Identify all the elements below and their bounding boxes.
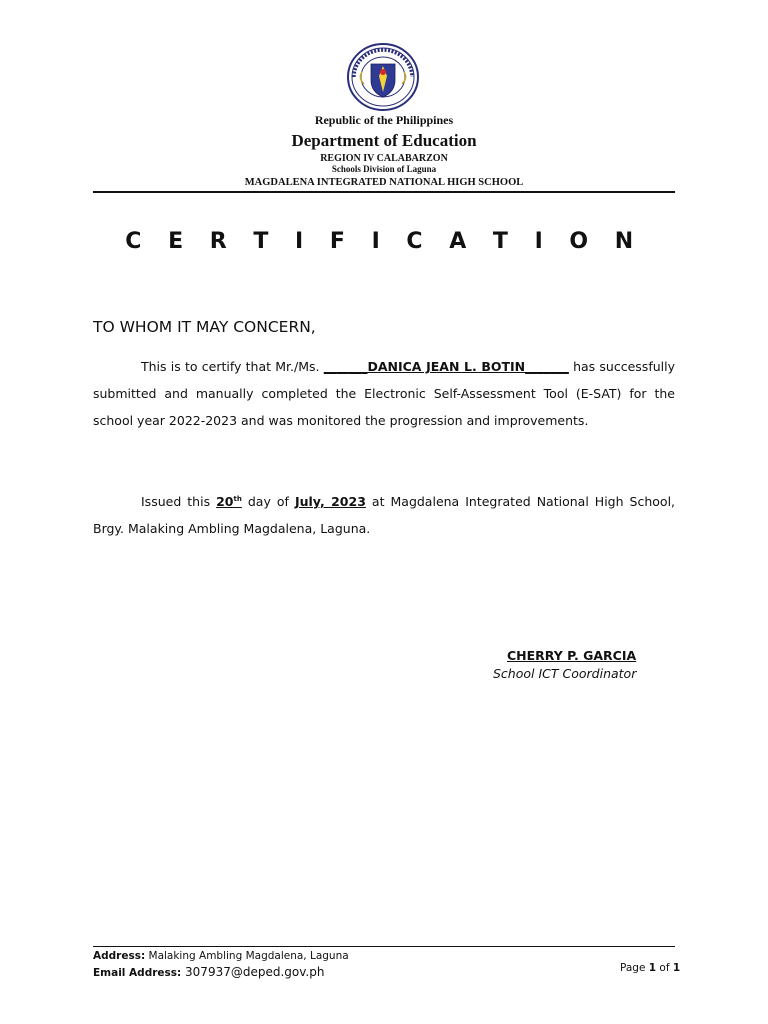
header-divider bbox=[93, 191, 675, 193]
footer-divider bbox=[93, 946, 675, 947]
signatory-name: CHERRY P. GARCIA bbox=[507, 648, 637, 663]
certification-paragraph bbox=[93, 353, 675, 434]
p2-before: Issued this bbox=[141, 494, 217, 510]
recipient-name: _______DANICA JEAN L. BOTIN_______ bbox=[323, 359, 569, 374]
page-number: Page 1 of 1 bbox=[620, 962, 681, 974]
deped-seal-logo bbox=[346, 42, 420, 112]
header-school: MAGDALENA INTEGRATED NATIONAL HIGH SCHOOL bbox=[244, 177, 524, 188]
header-department: Department of Education bbox=[291, 131, 477, 150]
certificate-title: C E R T I F I C A T I O N bbox=[125, 229, 643, 254]
header-republic: Republic of the Philippines bbox=[314, 113, 454, 127]
signatory-position: School ICT Coordinator bbox=[493, 666, 637, 681]
issuance-paragraph bbox=[93, 486, 675, 542]
header-division: Schools Division of Laguna bbox=[331, 164, 437, 174]
footer-email: Email Address: 307937@deped.gov.ph bbox=[93, 965, 325, 979]
p1-after: has successfully submitted and manually completed the Electronic Self-Assessment Tool (E-SAT) for the school year 2022-2023 and was monitored the progression and improvements. bbox=[93, 359, 675, 428]
p2-middle: day of bbox=[241, 494, 295, 510]
p1-before: This is to certify that Mr./Ms. bbox=[141, 359, 324, 374]
p2-after: at Magdalena Integrated National High School, Brgy. Malaking Ambling Magdalena, Laguna. bbox=[93, 494, 676, 537]
issue-month-year: July, 2023 bbox=[294, 494, 366, 510]
header-region: REGION IV CALABARZON bbox=[320, 153, 448, 164]
issue-day: 20th bbox=[216, 494, 242, 510]
greeting: TO WHOM IT MAY CONCERN, bbox=[93, 318, 316, 336]
footer-address: Address: Malaking Ambling Magdalena, Laguna bbox=[93, 950, 349, 962]
